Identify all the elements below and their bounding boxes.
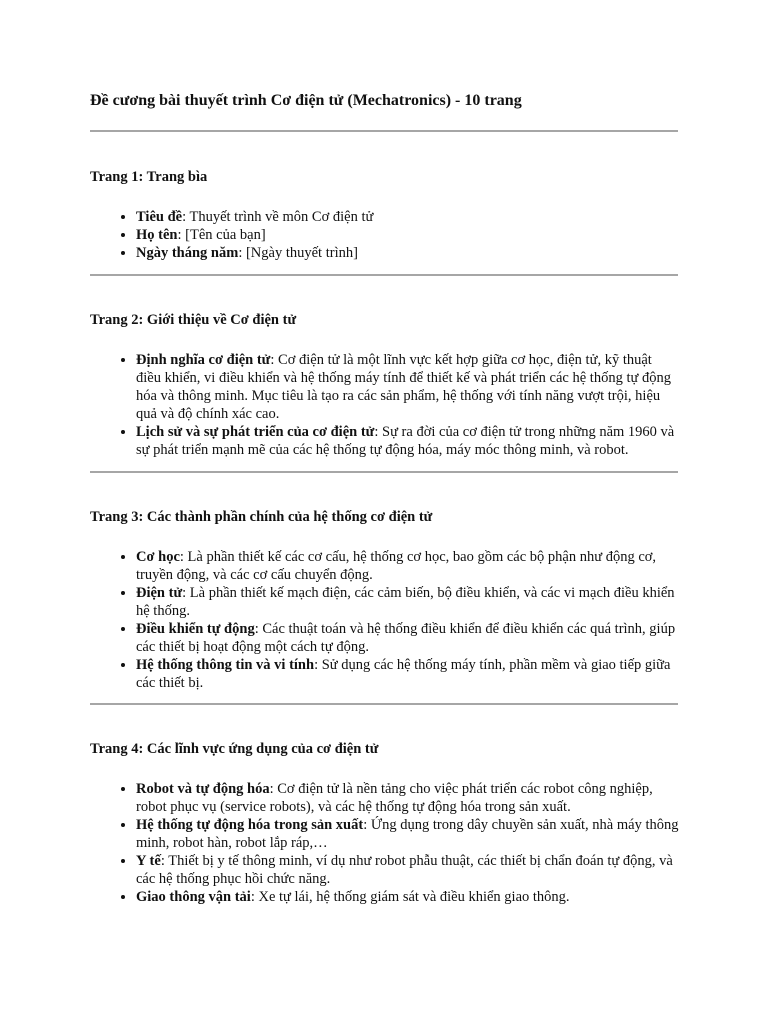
bullet-list <box>90 780 680 906</box>
item-text: : [Ngày thuyết trình] <box>238 245 358 261</box>
item-text: : Thuyết trình về môn Cơ điện tử <box>182 209 374 225</box>
list-item <box>136 351 680 423</box>
list-item <box>136 888 680 906</box>
item-term: Tiêu đề <box>136 209 183 225</box>
item-term: Giao thông vận tải <box>136 889 251 905</box>
list-item <box>136 620 680 656</box>
item-term: Điều khiển tự động <box>136 621 255 637</box>
item-term: Điện tử <box>136 585 183 601</box>
section-heading: Trang 1: Trang bìa <box>90 169 208 185</box>
section-page-4 <box>90 740 680 906</box>
list-item <box>136 244 680 262</box>
item-text: : Sự ra đời của cơ điện tử trong những năm 1960 và sự phát triển mạnh mẽ của các hệ thống tự động hóa, máy móc thông minh, và robot. <box>136 424 675 458</box>
section-heading: Trang 3: Các thành phần chính của hệ thống cơ điện tử <box>90 509 433 525</box>
item-term: Y tế <box>136 853 161 869</box>
list-item <box>136 780 680 816</box>
bullet-list <box>90 208 680 262</box>
item-text: : Các thuật toán và hệ thống điều khiển để điều khiển các quá trình, giúp các thiết bị hoạt động một cách tự động. <box>136 621 676 655</box>
bullet-list <box>90 548 680 692</box>
item-text: : Xe tự lái, hệ thống giám sát và điều khiển giao thông. <box>250 889 570 905</box>
horizontal-rule <box>90 274 678 276</box>
list-item <box>136 816 680 852</box>
section-heading: Trang 4: Các lĩnh vực ứng dụng của cơ điện tử <box>90 741 379 757</box>
horizontal-rule <box>90 471 678 473</box>
list-item <box>136 423 680 459</box>
item-text: : Ứng dụng trong dây chuyền sản xuất, nhà máy thông minh, robot hàn, robot lắp ráp,… <box>136 817 679 851</box>
section-page-3 <box>90 508 680 692</box>
item-text: : Là phần thiết kế mạch điện, các cảm biến, bộ điều khiển, và các vi mạch điều khiển hệ thống. <box>136 585 675 619</box>
item-term: Hệ thống thông tin và vi tính <box>136 657 315 673</box>
list-item <box>136 208 680 226</box>
item-text: : Cơ điện tử là nền tảng cho việc phát triển các robot công nghiệp, robot phục vụ (service robots), và các hệ thống tự động hóa trong sản xuất. <box>136 781 653 815</box>
section-page-2 <box>90 311 680 459</box>
section-heading: Trang 2: Giới thiệu về Cơ điện tử <box>90 312 297 328</box>
section-page-1 <box>90 168 680 262</box>
list-item <box>136 548 680 584</box>
item-text: : [Tên của bạn] <box>177 227 266 243</box>
item-text: : Cơ điện tử là một lĩnh vực kết hợp giữa cơ học, điện tử, kỹ thuật điều khiển, vi điều khiển và hệ thống máy tính để thiết kế và phát triển các hệ thống tự động hóa và thông minh. Mục tiêu là tạo ra các sản phẩm, hệ thống với tính năng vượt trội, hiệu quả và độ chính xác cao. <box>136 352 671 422</box>
item-term: Cơ học <box>136 549 180 565</box>
list-item <box>136 656 680 692</box>
document-title: Đề cương bài thuyết trình Cơ điện tử (Mechatronics) - 10 trang <box>90 92 522 109</box>
horizontal-rule <box>90 130 678 132</box>
item-term: Robot và tự động hóa <box>136 781 270 797</box>
list-item <box>136 852 680 888</box>
item-term: Lịch sử và sự phát triển của cơ điện tử <box>136 424 375 440</box>
item-term: Họ tên <box>136 227 178 243</box>
bullet-list <box>90 351 680 459</box>
item-term: Hệ thống tự động hóa trong sản xuất <box>136 817 364 833</box>
horizontal-rule <box>90 703 678 705</box>
item-text: : Thiết bị y tế thông minh, ví dụ như robot phẫu thuật, các thiết bị chẩn đoán tự động, và các hệ thống phục hồi chức năng. <box>136 853 673 887</box>
list-item <box>136 226 680 244</box>
item-text: : Là phần thiết kế các cơ cấu, hệ thống cơ học, bao gồm các bộ phận như động cơ, truyền động, và các cơ cấu chuyển động. <box>136 549 657 583</box>
item-text: : Sử dụng các hệ thống máy tính, phần mềm và giao tiếp giữa các thiết bị. <box>136 657 671 691</box>
list-item <box>136 584 680 620</box>
item-term: Ngày tháng năm <box>136 245 239 261</box>
item-term: Định nghĩa cơ điện tử <box>136 352 271 368</box>
